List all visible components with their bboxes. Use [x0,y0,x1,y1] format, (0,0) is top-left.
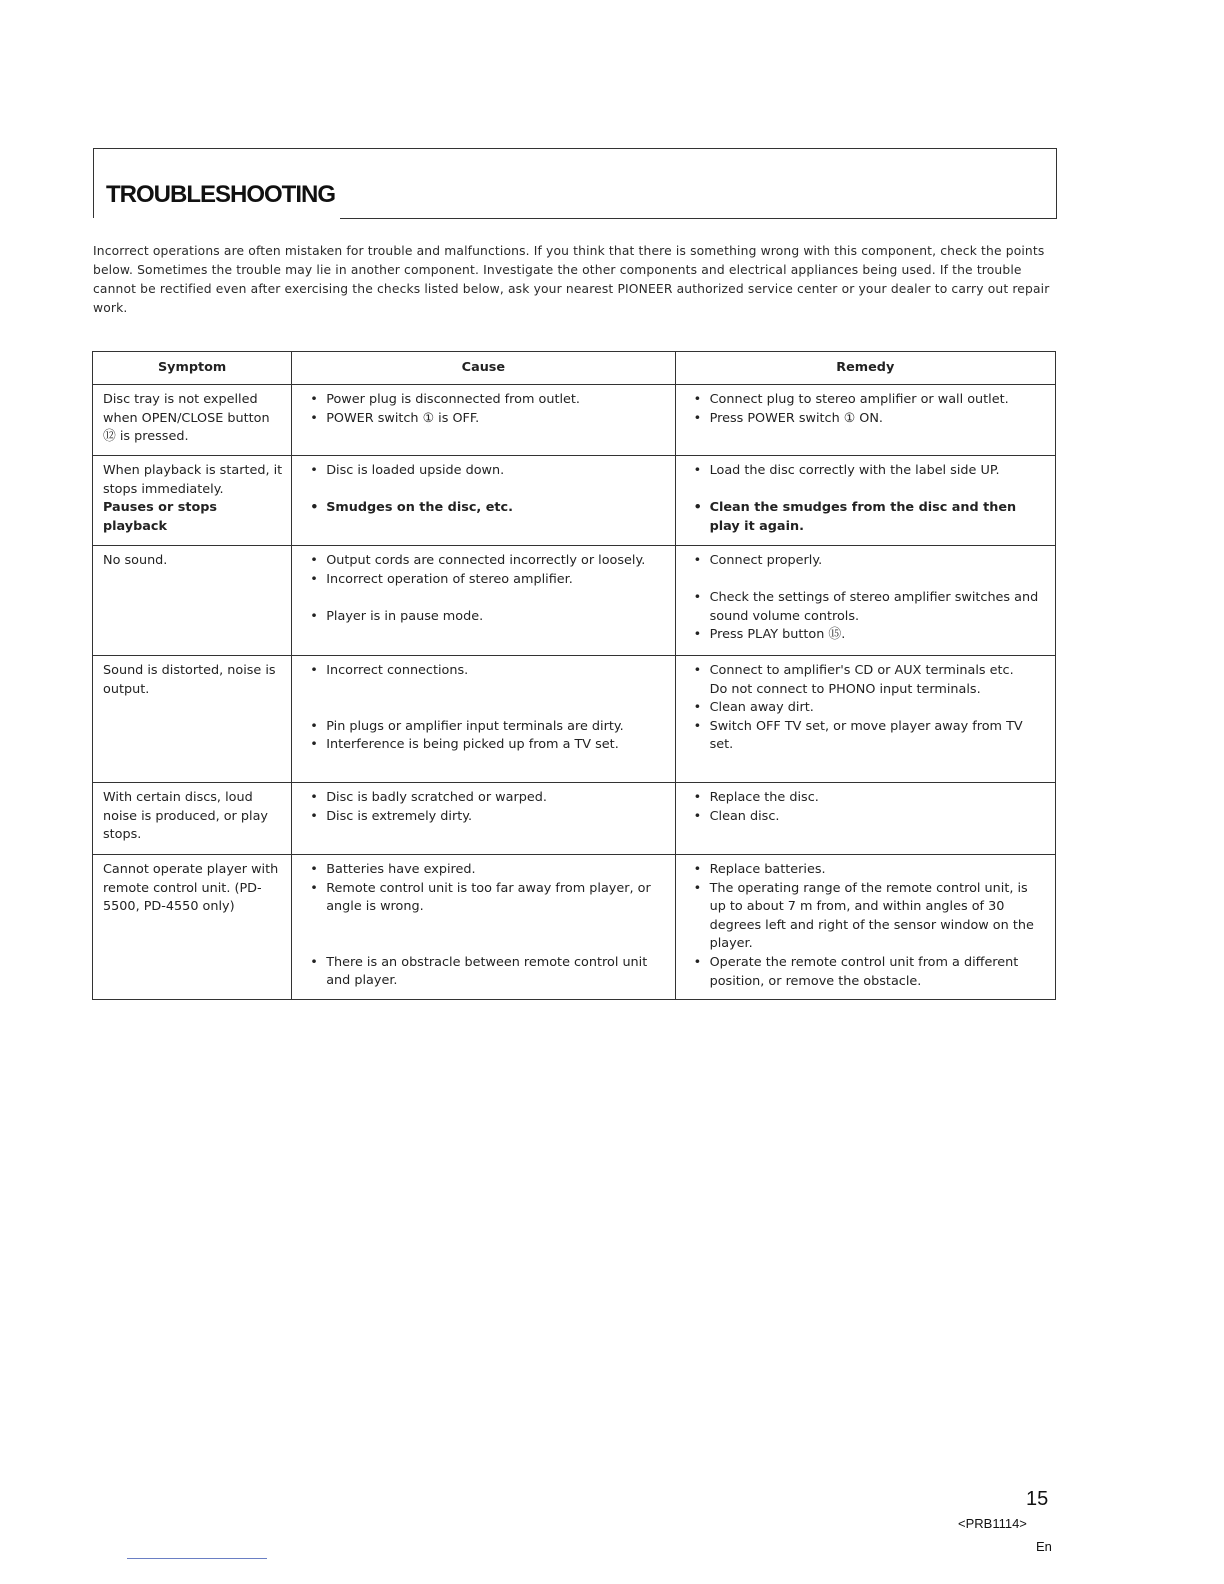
remedy-item: • Load the disc correctly with the label side UP. [710,462,1046,481]
symptom-text: No sound. [103,553,168,568]
remedy-item: • Press POWER switch ① ON. [710,410,1046,429]
header-cause: Cause [292,352,675,385]
remedy-item: • Operate the remote control unit from a different position, or remove the obstacle. [710,954,1046,991]
remedy-item: • Press PLAY button ⑮. [710,626,1046,645]
remedy-item: • Replace the disc. [710,789,1046,808]
cause-item: • Power plug is disconnected from outlet. [326,391,665,410]
cause-cell [292,656,675,783]
symptom-cell [93,385,292,456]
symptom-cell [93,656,292,783]
remedy-cell [675,656,1055,783]
remedy-cell [675,855,1055,1000]
footer-rule [127,1558,267,1559]
cause-cell [292,456,675,546]
symptom-text: Sound is distorted, noise is output. [103,663,276,697]
remedy-item: • Connect plug to stereo amplifier or wall outlet. [710,391,1046,410]
table-header-row [93,352,1056,385]
symptom-text: Pauses or stops playback [103,500,218,534]
title-box [93,148,1057,218]
remedy-item: • The operating range of the remote control unit, is up to about 7 m from, and within angles of 30 degrees left and right of the sensor window on the player. [710,880,1046,954]
symptom-text: With certain discs, loud noise is produced, or play stops. [103,790,268,843]
cause-cell [292,385,675,456]
symptom-text: Disc tray is not expelled when OPEN/CLOSE button ⑫ is pressed. [103,392,270,445]
remedy-item: • Connect properly. [710,552,1046,571]
symptom-cell [93,783,292,855]
table-row [93,656,1056,783]
remedy-item: • Clean the smudges from the disc and then play it again. [710,499,1046,536]
remedy-item: • Check the settings of stereo amplifier switches and sound volume controls. [710,589,1046,626]
remedy-item: • Replace batteries. [710,861,1046,880]
cause-item: • Remote control unit is too far away from player, or angle is wrong. [326,880,665,917]
table-row [93,855,1056,1000]
cause-item: • Player is in pause mode. [326,608,665,627]
table-row [93,456,1056,546]
cause-item: • POWER switch ① is OFF. [326,410,665,429]
symptom-text: When playback is started, it stops immediately. [103,463,283,497]
cause-item: • Incorrect connections. [326,662,665,681]
troubleshooting-table [92,351,1056,1000]
document-code: <PRB1114> [958,1516,1027,1531]
cause-cell [292,855,675,1000]
symptom-cell [93,456,292,546]
remedy-item: • Clean away dirt. [710,699,1046,718]
remedy-cell [675,783,1055,855]
cause-item: • Pin plugs or amplifier input terminals are dirty. [326,718,665,737]
table-row [93,385,1056,456]
cause-item: • Incorrect operation of stereo amplifier. [326,571,665,590]
remedy-item: • Switch OFF TV set, or move player away from TV set. [710,718,1046,755]
cause-item: • Batteries have expired. [326,861,665,880]
remedy-cell [675,456,1055,546]
cause-cell [292,546,675,656]
remedy-item [710,662,1046,699]
header-symptom: Symptom [93,352,292,385]
title-rule [340,218,1057,219]
cause-item: • Smudges on the disc, etc. [326,499,665,518]
cause-item: • Output cords are connected incorrectly or loosely. [326,552,665,571]
symptom-cell [93,546,292,656]
remedy-text: • Connect to amplifier's CD or AUX terminals etc. [709,663,1014,678]
language-code: En [1036,1539,1052,1554]
cause-cell [292,783,675,855]
cause-item: • Disc is loaded upside down. [326,462,665,481]
remedy-cell [675,385,1055,456]
page-title: TROUBLESHOOTING [106,181,335,208]
remedy-text: Do not connect to PHONO input terminals. [709,681,981,697]
table-row [93,546,1056,656]
symptom-text: Cannot operate player with remote control unit. (PD-5500, PD-4550 only) [103,862,279,915]
cause-item: • Disc is badly scratched or warped. [326,789,665,808]
cause-item: • Disc is extremely dirty. [326,808,665,827]
table-row [93,783,1056,855]
cause-item: • Interference is being picked up from a TV set. [326,736,665,755]
remedy-item: • Clean disc. [710,808,1046,827]
header-remedy: Remedy [675,352,1055,385]
cause-item: • There is an obstracle between remote control unit and player. [326,954,665,991]
page-number: 15 [1026,1488,1049,1510]
remedy-cell [675,546,1055,656]
intro-paragraph: Incorrect operations are often mistaken for trouble and malfunctions. If you think that there is something wrong with this component, check the points below. Sometimes the trouble may lie in another component. Investigate the other components and electrical appliances being used. If the trouble cannot be rectified even after exercising the checks listed below, ask your nearest PIONEER authorized service center or your dealer to carry out repair work. [93,244,1050,315]
symptom-cell [93,855,292,1000]
